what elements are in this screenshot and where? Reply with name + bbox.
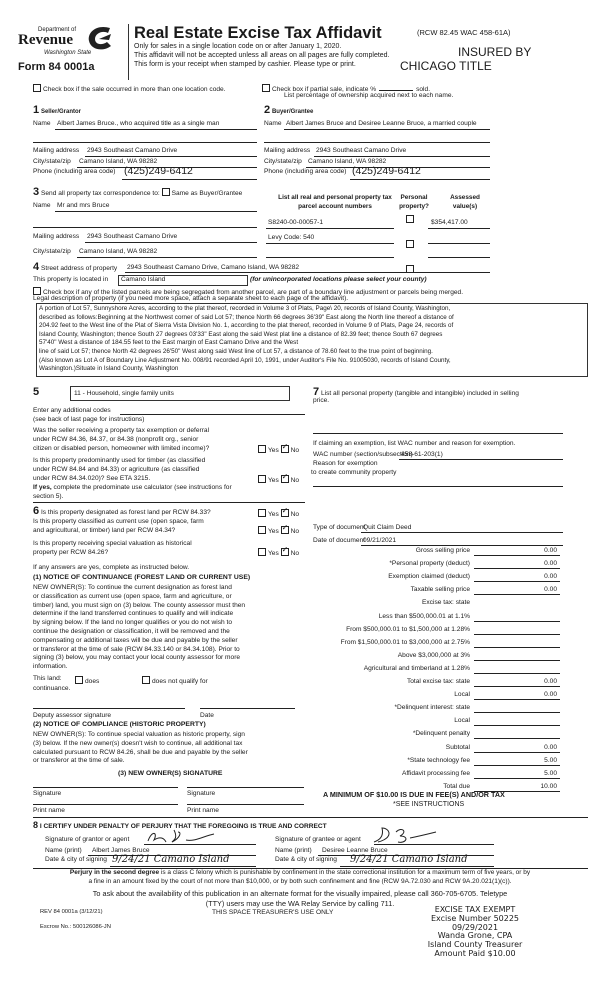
tax-row-label: Total excise tax: state [406,678,470,685]
tax-row-value: 5.00 [544,756,557,764]
corr-mail-field[interactable]: 2943 Southeast Camano Drive [87,233,178,240]
buyer-name-field[interactable]: Albert James Bruce and Desiree Leanne Bruce, a married couple [286,120,477,127]
legal-line: 57'40" West a distance of 184.55 feet to the East margin of East Camano Drive and the West [39,339,299,347]
legal-label: Legal description of property (if you need more space, attach a separate sheet to each page of the affidavit). [33,295,349,302]
seller-heading: Seller/Grantor [40,109,81,115]
deputy-date-label: Date [200,712,214,719]
tax-row-value: 0.00 [544,573,557,581]
corr-name-field[interactable]: Mr and mrs Bruce [57,202,110,209]
personal-header-1: Personal [400,194,428,201]
tax-row-field[interactable] [474,738,560,739]
seller-name-field[interactable]: Albert James Bruce., who acquired title as a single man [57,120,220,127]
tax-row-label: Total due [443,782,470,790]
grantee-name-label: Name (print) [275,847,312,854]
revenue-logo-icon [85,24,115,52]
notice-continuance-text: NEW OWNER(S): To continue the current designation as forest land or classification as current use (open space, farm and agriculture, or timber) land, you must sign on (3) below. The county assessor must then determine if the land transferred continues to qualify and will indicate by signing below. If the land no longer qualifies or you do not wish to continue the designation or classification, it will be removed and the compensating or additional taxes will be due and payable by the seller or transferor at the time of sale (RCW 84.33.140 or 84.34.108). Prior to signing (3) below, you may contact your local county assessor for more information. [33,584,246,671]
tax-row-label: Subtotal [445,743,470,751]
current-use-yes-no[interactable]: Yes ✓ No [258,526,299,536]
tax-row-label: *Delinquent interest: state [394,704,470,712]
personal-property-checkbox[interactable] [406,240,414,248]
tax-row-field[interactable] [474,725,560,726]
seller-phone-label: Phone (including area code) [33,168,116,175]
tax-row-value: 0.00 [544,743,557,751]
deputy-date-field[interactable] [200,708,295,709]
owner-print-field-2[interactable] [187,804,304,805]
perjury-notice-2: a fine in an amount fixed by the court of not more than $10,000, or by both such confinement and fine (RCW 9A.72.030 and RCW 9A.20.021(1)(c)). [88,878,512,885]
tax-row-label: *Delinquent penalty [412,730,470,738]
additional-codes-field[interactable] [120,414,305,415]
insured-stamp-2: CHICAGO TITLE [400,59,492,73]
exemption-yes-no[interactable]: Yes ✓ No [258,445,299,455]
tax-row-field[interactable] [474,647,560,648]
location-value: Camano Island [121,276,166,283]
logo-revenue: Revenue [18,32,73,48]
print-name-label: Print name [33,807,65,814]
minimum-due-note: A MINIMUM OF $10.00 IS DUE IN FEE(S) AND/OR TAX [323,790,505,799]
partial-sale-label: Check box if partial sale, indicate % [272,86,377,93]
buyer-city-field[interactable]: Camano Island, WA 98282 [308,158,387,165]
tax-row-label: *Personal property (deduct) [389,560,470,568]
tax-row-label: Excise tax: state [421,599,470,607]
see-back-note: (see back of last page for instructions) [33,416,145,423]
same-as-buyer-checkbox[interactable] [162,190,243,197]
deputy-signature-label: Deputy assessor signature [33,712,112,719]
tax-row-field[interactable] [474,765,560,766]
legal-line: described as follows:Beginning at the Northwest corner of said Lot 57; thence North 66 degrees 36'39" East along the North line thereof a distance of [39,313,454,321]
if-yes-note: If yes, complete the predominate use calculator (see instructions for section 5). [33,484,232,500]
tax-row-label: Gross selling price [415,547,470,554]
personal-header-2: property? [399,203,429,210]
rcw-reference: (RCW 82.45 WAC 458-61A) [417,28,511,37]
tax-row-label: From $500,000.01 to $1,500,000 at 1.28% [346,625,470,633]
parcel-header-1: List all real and personal property tax [278,194,392,201]
page-title: Real Estate Excise Tax Affidavit [134,24,382,42]
tax-row-label: Local [454,717,470,725]
land-use-code-select[interactable] [70,386,290,401]
historic-question: Is this property receiving special valuation as historical property per RCW 84.26? [33,540,192,556]
correspondence-heading: Send all property tax correspondence to: [40,190,160,197]
legal-line: A portion of Lot 57, Sunnyshore Acres, according to the plat thereof, recorded in Volume 3 of Plats, Page\ 20, records of Island County, Washington, [39,305,451,312]
section-7-number: 7 [313,386,320,398]
legal-line: line of said Lot 57; thence North 42 degrees 26'50" West along said West line of Lot 57, a distance of 78.60 feet to the true point of beginning. [39,347,433,355]
tax-row-field[interactable] [474,660,560,661]
assessed-value-field[interactable]: $354,417.00 [431,219,468,226]
notice-compliance-text: NEW OWNER(S): To continue special valuation as historic property, sign (3) below. If the new owner(s) doesn't wish to continue, all additional tax calculated pursuant to RCW 84.26, shall be due and payable by the seller or transferor at the time of sale. [33,731,248,765]
this-land-label: This land: [33,675,62,682]
grantee-signature-label: Signature of grantee or agent [275,836,361,843]
timber-question: Is this property predominantly used for timber (as classified under RCW 84.84 and 84.33) or agriculture (as classified under RCW 84.34.020)? See ETA 3215. [33,457,206,482]
grantor-signature-label: Signature of grantor or agent [45,836,130,843]
forest-yes-no[interactable]: Yes ✓ No [258,509,299,519]
parcel-number-field[interactable]: Levy Code: 540 [268,234,315,241]
assessed-header-2: value(s) [452,203,478,210]
section-5-number: 5 [33,386,40,398]
logo-state: Washington State [44,50,92,56]
buyer-city-label: City/state/zip [264,158,302,165]
segregated-label: Check box if any of the listed parcels are being segregated from another parcel, are part of a boundary line adjustment or parcels being merged. [43,289,464,296]
tax-row-field[interactable] [474,634,560,635]
tax-row-field[interactable] [474,712,560,713]
street-address-field[interactable]: 2943 Southeast Camano Drive, Camano Island, WA 98282 [127,264,300,271]
grantor-date-city-field[interactable]: 9/24/21 Camano Island [112,854,230,865]
does-qualify-checkbox[interactable]: does [75,676,99,686]
insured-stamp-1: INSURED BY [458,45,532,59]
grantee-date-city-field[interactable]: 9/24/21 Camano Island [350,854,468,865]
multi-location-label: Check box if the sale occurred in more than one location code. [43,86,226,93]
current-use-question: Is this property classified as current use (open space, farm and agricultural, or timber) land per RCW 84.34? [33,518,204,534]
continuance-label: continuance. [33,685,71,692]
doc-date-field[interactable]: 09/21/2021 [363,537,397,544]
header-line-2: This affidavit will not be accepted unless all areas on all pages are fully completed. [134,52,390,59]
wac-number-field[interactable]: 458-61-203(1) [401,451,443,458]
form-number: Form 84 0001a [18,61,95,73]
multi-location-checkbox[interactable] [33,84,226,94]
signature-label: Signature [33,790,62,797]
tax-row-field[interactable] [474,686,560,687]
street-label: Street address of property [40,265,118,272]
land-use-code-value: 11 - Household, single family units [74,390,174,397]
buyer-phone-field[interactable]: (425)249-6412 [352,165,421,177]
tax-row-label: Above $3,000,000 at 3% [397,651,470,659]
notice-compliance-title: (2) NOTICE OF COMPLIANCE (HISTORIC PROPERTY) [33,721,206,728]
header-line-3: This form is your receipt when stamped by cashier. Please type or print. [134,61,356,68]
treasurer-use-label: THIS SPACE TREASURER'S USE ONLY [212,909,334,916]
certify-statement: I CERTIFY UNDER PENALTY OF PERJURY THAT THE FOREGOING IS TRUE AND CORRECT [39,823,327,830]
tax-row-value: 0.00 [544,560,557,568]
notice-continuance-title: (1) NOTICE OF CONTINUANCE (FOREST LAND OR CURRENT USE) [33,574,251,581]
tax-row-field[interactable] [474,673,560,674]
personal-property-label: List all personal property (tangible and intangible) included in selling [320,390,519,397]
buyer-name-label: Name [264,120,282,127]
same-as-buyer-label: Same as Buyer/Grantee [171,190,243,197]
tax-row-value: 0.00 [544,678,557,685]
buyer-mail-field[interactable]: 2943 Southeast Camano Drive [316,147,407,154]
reason-label: Reason for exemption [313,460,378,467]
grantor-name-field[interactable]: Albert James Bruce [92,847,150,854]
tty-notice: (TTY) users may use the WA Relay Service by calling 711. [205,899,395,908]
tax-row-field[interactable] [474,752,560,753]
tax-row-field[interactable] [474,581,560,582]
seller-name-label: Name [33,120,51,127]
header-line-1: Only for sales in a single location code on or after January 1, 2020. [134,43,342,50]
doc-date-label: Date of document [313,537,366,544]
legal-description-field[interactable] [36,303,588,377]
tax-row-value: 0.00 [544,547,557,554]
unincorporated-note: (for unincorporated locations please select your county) [250,276,427,283]
tax-row-label: Affidavit processing fee [401,769,470,777]
new-owner-signature-title: (3) NEW OWNER(S) SIGNATURE [118,770,223,777]
grantor-signature-image [144,826,219,846]
doc-type-field[interactable]: Quit Claim Deed [363,524,412,531]
seller-mail-field[interactable]: 2943 Southeast Camano Drive [87,147,178,154]
tax-row-field[interactable] [474,699,560,700]
owner-signature-field-1[interactable] [33,787,178,788]
forest-question: Is this property designated as forest land per RCW 84.33? [40,509,211,516]
tax-row-label: Agricultural and timberland at 1.28% [363,664,470,672]
perjury-notice: Perjury in the second degree is a class C felony which is punishable by confinement in the state correctional institution for a maximum term of five years, or by [69,869,531,876]
seller-mail-label: Mailing address [33,147,80,154]
buyer-heading: Buyer/Grantee [271,109,314,115]
header-divider [128,24,129,80]
grantor-date-label: Date & city of signing [45,856,107,863]
tax-row-field[interactable] [474,568,560,569]
timber-yes-no[interactable]: Yes ✓ No [258,475,299,485]
additional-codes-label: Enter any additional codes [33,407,111,414]
see-instructions-note: *SEE INSTRUCTIONS [393,801,465,808]
legal-line: (Also known as Lot A of Boundary Line Adjustment No. 008/91 recorded April 10, 1991, under Auditor's File No. 91005030, records of Island County, [39,356,451,364]
assessed-header-1: Assessed [450,194,480,201]
excise-tax-exempt-stamp: EXCISE TAX EXEMPT Excise Number 50225 09/29/2021 Wanda Grone, CPA Island County Treasurer Amount Paid $10.00 [427,905,523,958]
owner-print-field-1[interactable] [33,804,178,805]
accessibility-notice: To ask about the availability of this publication in an alternate format for the visually impaired, please call 360-705-6705. Teletype [92,889,508,898]
buyer-phone-label: Phone (including area code) [264,168,347,175]
tax-row-label: From $1,500,000.01 to $3,000,000 at 2.75% [340,638,470,646]
tax-row-label: Taxable selling price [410,586,470,594]
tax-row-label: Less than $500,000.01 at 1.1% [378,612,470,620]
if-any-note: If any answers are yes, complete as instructed below. [33,564,190,571]
sold-label: sold. [416,86,431,93]
owner-signature-field-2[interactable] [187,787,304,788]
logo-dept: Department of [38,27,77,33]
signature-label: Signature [187,790,216,797]
section-4-number: 4 [33,261,40,273]
tax-row-label: *State technology fee [407,756,470,764]
wac-label: WAC number (section/subsection) [313,451,413,458]
grantee-date-label: Date & city of signing [275,856,337,863]
seller-city-field[interactable]: Camano Island, WA 98282 [79,158,158,165]
tax-row-field[interactable] [474,594,560,595]
tax-row-value: 5.00 [544,769,557,777]
tax-row-value: 10.00 [540,782,557,790]
section-2-number: 2 [264,104,271,116]
exemption-question: Was the seller receiving a property tax exemption or deferral under RCW 84.36, 84.37, or 84.38 (nonprofit org., senior citizen or disabled person, homeowner with limited income)? [33,427,210,452]
location-select[interactable] [118,275,248,286]
tax-row-value: 0.00 [544,586,557,594]
grantor-name-label: Name (print) [45,847,82,854]
corr-city-field[interactable]: Camano Island, WA 98282 [79,248,158,255]
corr-mail-label: Mailing address [33,233,80,240]
tax-row-label: Local [454,691,470,699]
personal-property-checkbox[interactable] [406,215,414,223]
section-6-number: 6 [33,505,40,517]
legal-line: Island County, Washington; thence South 27 degrees 03'33" East along the said West plat line a distance of 82.39 feet; thence South 67 degrees [39,330,443,338]
seller-phone-field[interactable]: (425)249-6412 [124,165,193,177]
print-name-label: Print name [187,807,219,814]
ownership-note: List percentage of ownership acquired next to each name. [284,92,454,99]
tax-row-label: Exemption claimed (deduct) [388,573,470,581]
does-not-qualify-checkbox[interactable]: does not qualify for [142,676,208,686]
form-revision: REV 84 0001a (3/12/21) [40,909,103,915]
corr-city-label: City/state/zip [33,248,71,255]
escrow-number: Escrow No.: 500126086-JN [40,924,111,930]
grantee-name-field[interactable]: Desiree Leanne Bruce [322,847,388,854]
legal-line: 204.92 feet to the West line of the Plat of Sierra Vista Division No. 1, according to the plat thereof, recorded in Volume 9 of Plats, Page 24, records of [39,322,454,330]
grantee-signature-image [370,822,440,846]
legal-line: Washington.)Situate in Island County, Washington [39,365,179,373]
tax-row-field[interactable] [474,555,560,556]
doc-type-label: Type of document [313,524,366,531]
tax-row-field[interactable] [474,621,560,622]
seller-city-label: City/state/zip [33,158,71,165]
parcel-number-field[interactable]: S8240-00-00057-1 [268,219,323,226]
reason-field[interactable]: to create community property [311,469,397,476]
located-label: This property is located in [33,276,109,283]
section-1-number: 1 [33,104,40,116]
historic-yes-no[interactable]: Yes ✓ No [258,548,299,558]
buyer-mail-label: Mailing address [264,147,311,154]
deputy-signature-field[interactable] [33,708,185,709]
section-3-number: 3 [33,186,40,198]
tax-row-field[interactable] [474,778,560,779]
parcel-header-2: parcel account numbers [298,203,372,210]
tax-row-value: 0.00 [544,691,557,699]
exemption-claim-note: If claiming an exemption, list WAC number and reason for exemption. [313,440,516,447]
personal-property-label-2: price. [313,397,330,404]
personal-property-field[interactable] [313,433,563,434]
corr-name-label: Name [33,202,51,209]
section-8-number: 8 [33,820,39,830]
